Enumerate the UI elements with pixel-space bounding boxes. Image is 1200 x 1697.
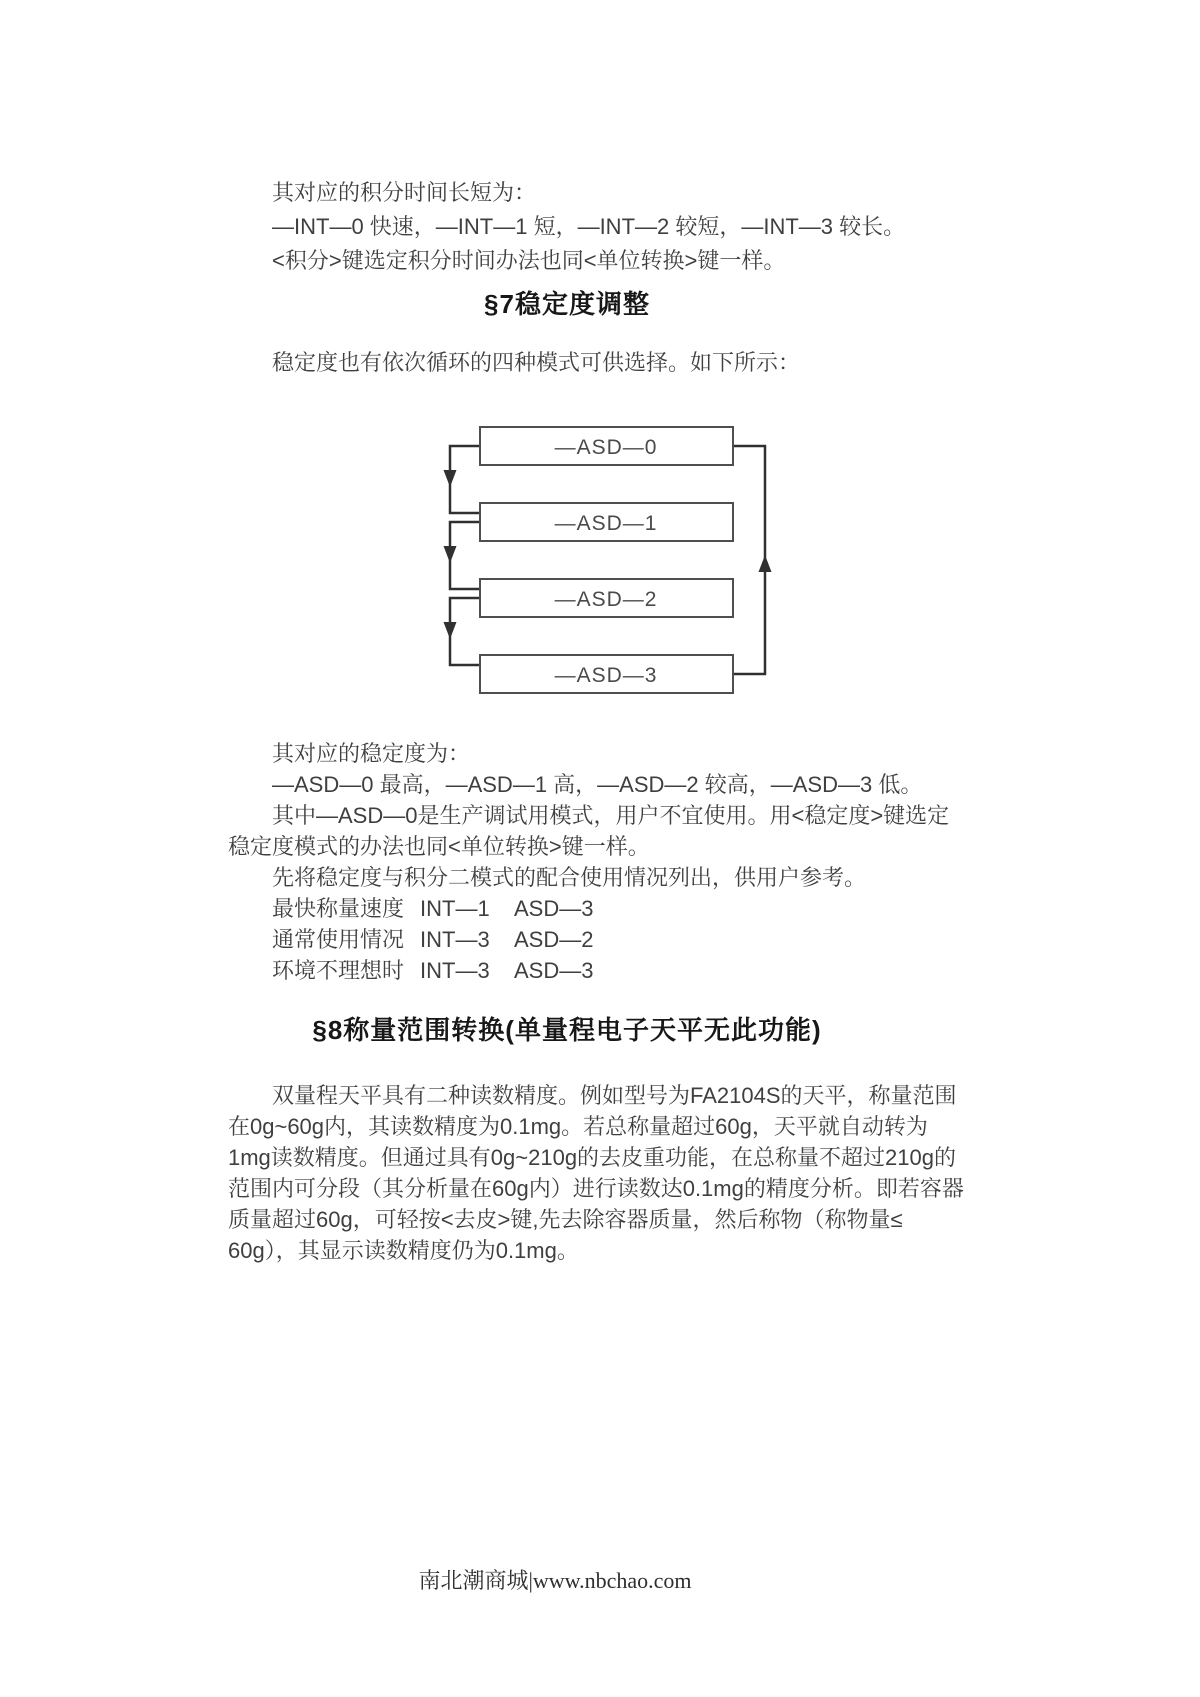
text-line: 1mg读数精度。但通过具有0g~210g的去皮重功能，在总称量不超过210g的 [228,1145,956,1170]
asd-value: ASD—3 [514,958,594,983]
arrow-down-icon [444,622,457,639]
connector-1-2 [450,522,480,589]
text-line: 其对应的积分时间长短为： [272,180,537,205]
asd-cycle-diagram [430,420,790,710]
text-line: <积分>键选定积分时间办法也同<单位转换>键一样。 [272,248,786,273]
section7-heading: §7稳定度调整 [484,289,650,319]
text-line: 其中—ASD—0是生产调试用模式，用户不宜使用。用<稳定度>键选定 [272,803,950,828]
section8-paragraph [228,1080,964,1266]
text-line: —INT—0 快速，—INT—1 短，—INT—2 较短，—INT—3 较长。 [272,214,906,239]
arrow-down-icon [444,546,457,563]
int-value: INT—3 [420,958,490,983]
section8-heading: §8称量范围转换(单量程电子天平无此功能) [312,1015,822,1045]
diagram-node-label: —ASD—1 [554,512,658,535]
mode-recommendation-table [272,893,593,986]
row-label: 通常使用情况 [272,927,405,952]
connector-2-3 [450,598,480,665]
int-value: INT—3 [420,927,490,952]
text-line: 双量程天平具有二种读数精度。例如型号为FA2104S的天平，称量范围 [272,1083,957,1108]
section7-intro-line: 稳定度也有依次循环的四种模式可供选择。如下所示： [272,350,801,375]
asd-value: ASD—2 [514,927,594,952]
text-line: 范围内可分段（其分析量在60g内）进行读数达0.1mg的精度分析。即若容器 [228,1176,964,1201]
intro-paragraph [272,176,905,278]
text-line: 60g），其显示读数精度仍为0.1mg。 [228,1238,579,1263]
text-line: 稳定度模式的办法也同<单位转换>键一样。 [228,834,650,859]
arrow-up-icon [759,555,772,572]
diagram-node-label: —ASD—2 [554,588,658,611]
diagram-node-label: —ASD—0 [554,436,658,459]
diagram-node-label: —ASD—3 [554,664,658,687]
connector-0-1 [450,446,480,513]
int-value: INT—1 [420,896,490,921]
row-label: 环境不理想时 [272,958,405,983]
table-row [272,955,593,986]
row-label: 最快称量速度 [272,896,405,921]
table-row [272,893,593,924]
section7-paragraph1 [272,738,922,800]
section7-paragraph2 [228,800,949,893]
text-line: 在0g~60g内，其读数精度为0.1mg。若总称量超过60g，天平就自动转为 [228,1114,928,1139]
text-line: —ASD—0 最高，—ASD—1 高，—ASD—2 较高，—ASD—3 低。 [272,772,923,797]
text-line: 质量超过60g，可轻按<去皮>键,先去除容器质量，然后称物（称物量≤ [228,1207,903,1232]
connector-return-3-0 [733,446,765,674]
footer-watermark: 南北潮商城|www.nbchao.com [418,1568,692,1593]
table-row [272,924,593,955]
asd-value: ASD—3 [514,896,594,921]
text-line: 先将稳定度与积分二模式的配合使用情况列出，供用户参考。 [272,865,867,890]
text-line: 其对应的稳定度为： [272,741,471,766]
arrow-down-icon [444,470,457,487]
